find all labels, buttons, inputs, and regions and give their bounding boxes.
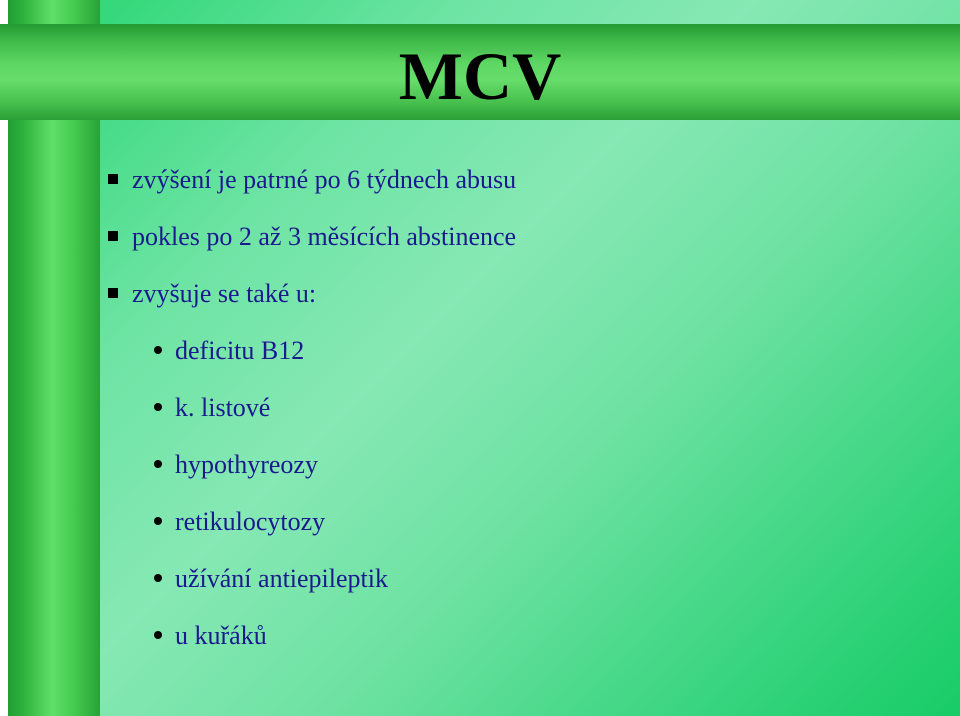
- sub-bullet-text: hypothyreozy: [175, 450, 318, 479]
- square-bullet-icon: [108, 174, 118, 184]
- sub-bullet-text: u kuřáků: [175, 621, 267, 650]
- bullet-text: zvyšuje se také u:: [132, 279, 317, 308]
- sub-bullet-item: [108, 386, 908, 443]
- dot-bullet-icon: [154, 403, 162, 411]
- sub-bullet-item: [108, 614, 908, 671]
- sub-bullet-item: [108, 500, 908, 557]
- sub-bullet-text: retikulocytozy: [175, 507, 326, 536]
- bullet-list: [108, 158, 908, 671]
- sub-bullet-item: [108, 329, 908, 386]
- bullet-item: [108, 158, 908, 215]
- square-bullet-icon: [108, 288, 118, 298]
- slide-title: MCV: [398, 38, 562, 114]
- bullet-text: pokles po 2 až 3 měsících abstinence: [132, 222, 517, 251]
- sub-bullet-item: [108, 443, 908, 500]
- sub-bullet-text: k. listové: [175, 393, 271, 422]
- bullet-item: [108, 272, 908, 329]
- dot-bullet-icon: [154, 517, 162, 525]
- sub-bullet-item: [108, 557, 908, 614]
- sub-bullet-text: užívání antiepileptik: [175, 564, 388, 593]
- bullet-text: zvýšení je patrné po 6 týdnech abusu: [132, 165, 517, 194]
- dot-bullet-icon: [154, 574, 162, 582]
- sub-bullet-text: deficitu B12: [175, 336, 305, 365]
- dot-bullet-icon: [154, 631, 162, 639]
- dot-bullet-icon: [154, 346, 162, 354]
- dot-bullet-icon: [154, 460, 162, 468]
- bullet-item: [108, 215, 908, 272]
- square-bullet-icon: [108, 231, 118, 241]
